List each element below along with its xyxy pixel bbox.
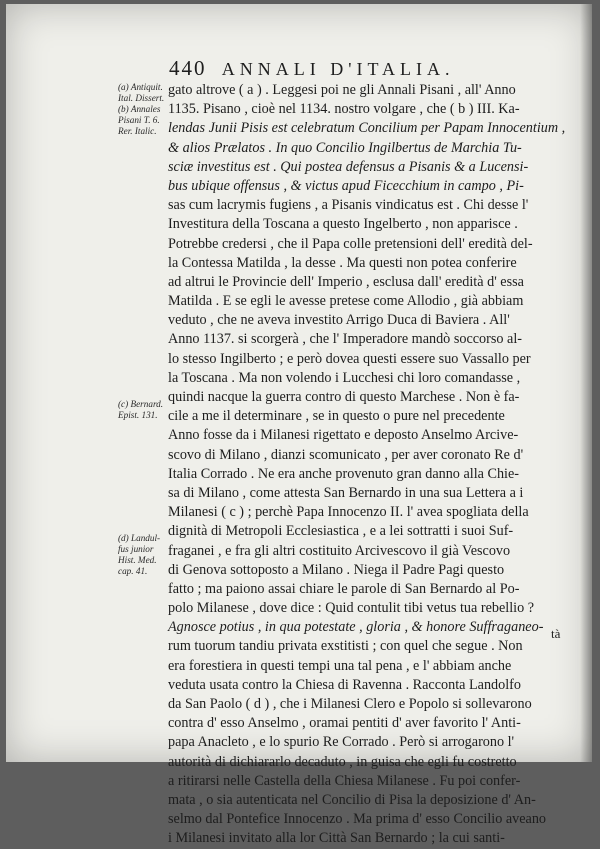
- text-line: i Milanesi invitato alla lor Città San Bernardo ; la cui santi-: [168, 830, 505, 847]
- text-line: bus ubique offensus , & victus apud Ficecchium in campo , Pi-: [168, 177, 524, 194]
- text-line: Matilda . E se egli le avesse pretese come Allodio , già abbiam: [168, 293, 524, 310]
- text-line: sciæ investitus est . Qui postea defensus a Pisanis & a Lucensi-: [168, 158, 529, 175]
- page-header: [169, 56, 455, 81]
- text-line: Agnosce potius , in qua potestate , gloria , & honore Suffraganeo-: [168, 619, 544, 636]
- text-line: quindi nacque la guerra contro di questo Marchese . Non è fa-: [168, 389, 520, 405]
- text-line: rum tuorum tandiu privata exstitisti ; con quel che segue . Non: [168, 638, 523, 655]
- text-line: sa di Milano , come attesta San Bernardo in una sua Lettera a i: [168, 484, 524, 501]
- text-line: lendas Junii Pisis est celebratum Concilium per Papam Innocentium ,: [168, 120, 566, 137]
- text-line: gato altrove ( a ) . Leggesi poi ne gli Annali Pisani , all' Anno: [168, 82, 516, 98]
- text-line: Potrebbe credersi , che il Papa colle pretensioni dell' eredità del-: [168, 235, 533, 252]
- text-line: & alios Prælatos . In quo Concilio Ingilbertus de Marchia Tu-: [168, 139, 522, 156]
- text-line: autorità di dichiararlo decaduto , in guisa che egli fu costretto: [168, 753, 517, 770]
- text-line: cile a me il determinare , se in questo o pure nel precedente: [168, 408, 505, 425]
- text-line: Anno 1137. si scorgerà , che l' Imperadore mandò soccorso al-: [168, 331, 522, 348]
- text-line: veduto , che ne aveva investito Arrigo Duca di Baviera . All': [168, 312, 510, 329]
- margin-note-a: (a) Antiquit. Ital. Dissert. (b) Annales Pisani T. 6. Rer. Italic.: [118, 82, 165, 136]
- text-line: scovo di Milano , dianzi scomunicato , per aver coronato Re d': [168, 446, 524, 463]
- text-line: ad altrui le Provincie dell' Imperio , esclusa dall' eredità d' essa: [168, 273, 524, 290]
- text-line: lo stesso Ingilberto ; e però dovea questi essere suo Vassallo per: [168, 350, 531, 367]
- text-line: papa Anacleto , e lo spurio Re Corrado . Però si arrogarono l': [168, 734, 515, 751]
- text-line: Investitura della Toscana a questo Ingelberto , non apparisce .: [168, 216, 518, 233]
- text-line: veduta usata contro la Chiesa di Ravenna . Racconta Landolfo: [168, 676, 521, 693]
- text-line: sas cum lacrymis fugiens , a Pisanis vindicatus est . Chi desse l': [168, 197, 529, 214]
- text-line: mata , o sia autenticata nel Concilio di Pisa la deposizione d' An-: [168, 791, 536, 808]
- book-page: [6, 4, 592, 847]
- text-line: contra d' esso Anselmo , oramai pentiti d' aver favorito l' Anti-: [168, 715, 521, 732]
- text-line: Italia Corrado . Ne era anche provenuto gran danno alla Chie-: [168, 465, 519, 482]
- margin-note-d: (d) Landul- fus junior Hist. Med. cap. 41.: [118, 533, 161, 576]
- text-line: dignità di Metropoli Ecclesiastica , e a lei sottratti i suoi Suf-: [168, 523, 514, 540]
- text-line: selmo dal Pontefice Innocenzo . Ma prima d' esso Concilio aveano: [168, 811, 547, 828]
- page-number: 440: [169, 56, 207, 80]
- text-line: la Contessa Matilda , la desse . Ma questi non potea conferire: [168, 254, 517, 271]
- text-line: Anno fosse da i Milanesi rigettato e deposto Anselmo Arcive-: [168, 427, 519, 444]
- text-line: fatto ; ma paiono assai chiare le parole di San Bernardo al Po-: [168, 580, 520, 597]
- text-line: a ritirarsi nelle Castella della Chiesa Milanese . Fu poi confer-: [168, 772, 521, 789]
- text-line: la Toscana . Ma non volendo i Lucchesi chi loro comandasse ,: [168, 369, 521, 386]
- text-line: di Genova sottoposto a Milano . Niega il Padre Pagi questo: [168, 561, 505, 578]
- text-line: era forestiera in questi tempi una tal pena , e l' abbiam anche: [168, 657, 512, 674]
- text-line: da San Paolo ( d ) , che i Milanesi Clero e Popolo si sollevarono: [168, 696, 532, 712]
- body-text: [168, 81, 586, 849]
- text-line: fraganei , e fra gli altri costituito Arcivescovo il già Vescovo: [168, 542, 511, 559]
- text-line: 1135. Pisano , cioè nel 1134. nostro volgare , che ( b ) III. Ka-: [168, 101, 520, 118]
- running-title: ANNALI D'ITALIA.: [221, 59, 455, 79]
- text-line: polo Milanese , dove dice : Quid contulit tibi vetus tua rebellio ?: [168, 600, 535, 617]
- margin-note-c: (c) Bernard. Epist. 131.: [118, 399, 164, 420]
- text-line: Milanesi ( c ) ; perchè Papa Innocenzo II. l' avea spogliata della: [168, 504, 529, 521]
- catchword: tà: [551, 626, 561, 641]
